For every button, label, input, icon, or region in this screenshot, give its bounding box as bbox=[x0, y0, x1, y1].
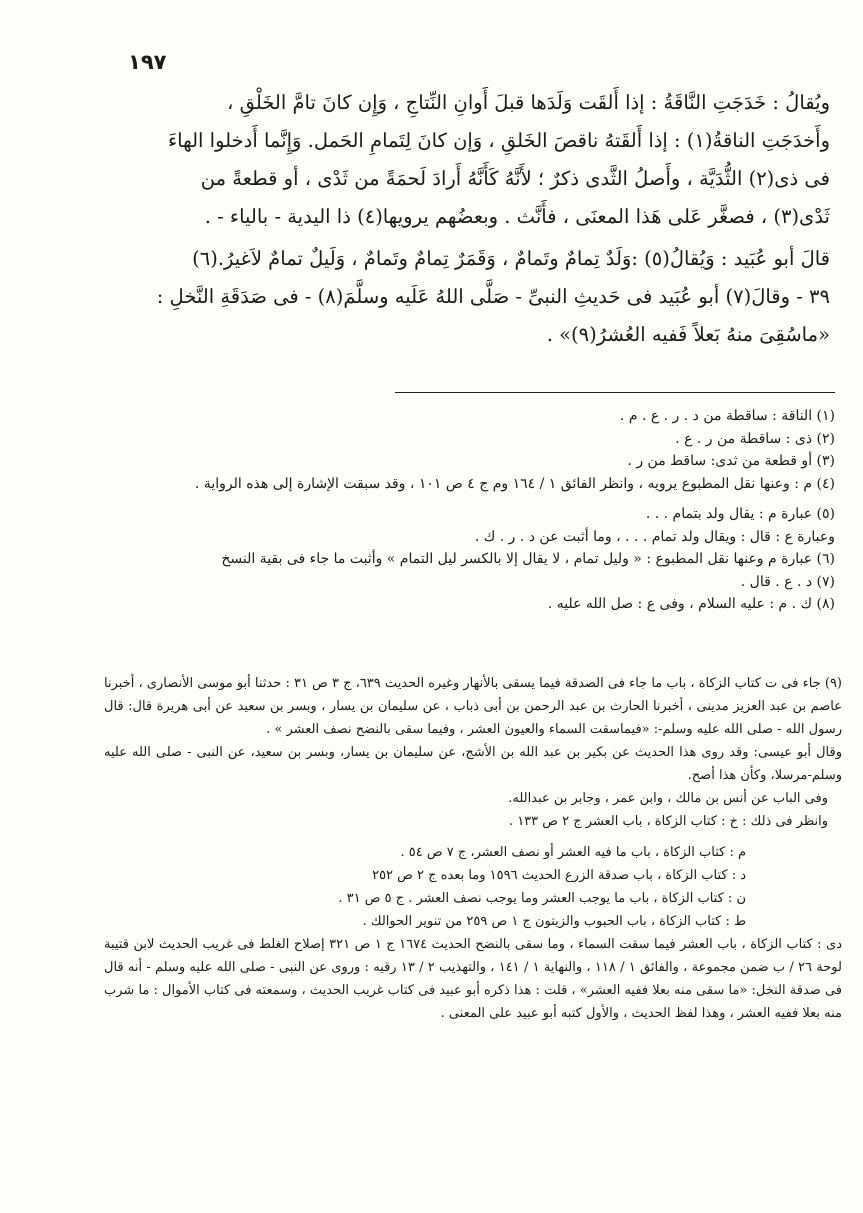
main-line-5: قالَ أبو عُبَيد : وَيُقالُ(٥) :وَلَدٌ تِمامٌ وتَمامٌ ، وَقَمَرٌ تِمامٌ وتَمامٌ ، وَلَيلٌ تمامٌ لاَغيرُ.(٦) bbox=[192, 247, 830, 270]
page-number: ١٩٧ bbox=[128, 50, 167, 74]
footnote-9-ref-nasai: ن : كتاب الزكاة ، باب ما يوجب العشر وما يوجب نصف العشر . ج ٥ ص ٣١ . bbox=[338, 891, 746, 906]
footnote-divider bbox=[395, 392, 835, 393]
footnote-9-final: دى : كتاب الزكاة ، باب العشر فيما سقت السماء ، وما سقى بالنضح الحديث ١٦٧٤ ج ١ ص ٣٢١ إصلاح الغلط فى غريب الحديث لابن قتيبة لوحة ٢٦ / ب ضمن مجموعة ، والفائق ١ / ١١٨ ، والنهاية ١ / ١٤١ ، والتهذيب ٢ / ١٣ رقيه : وروى عن النبى - صلى الله عليه وسلم - أنه قال فى صدقة النخل: «ما سقى منه بعلا ففيه العشر» ، قلت : هذا ذكره أبو عبيد فى كتاب غريب الحديث ، وسمعته فى كتاب الأموال : ما شرب منه بعلا ففيه العشر ، وهذا لفظ الحديث ، والأول كتبه أبو عبيد على المعنى . bbox=[104, 937, 843, 1021]
footnote-5: (٥) عبارة م : يقال ولد بتمام . . . bbox=[645, 506, 835, 522]
main-line-7: «ماسُقِىَ منهُ بَعلاً فَفيه العُشرُ(٩)» . bbox=[546, 323, 830, 346]
footnotes bbox=[110, 405, 835, 616]
footnote-9-block bbox=[104, 672, 842, 1025]
footnote-9-abu-isa: وقال أبو عيسى: وقد روى هذا الحديث عن بكير بن عبد الله بن الأشج، عن سليمان بن يسار، وبسر بن سعيد، عن النبى - صلى الله عليه وسلم-مرسلا، وكأن هذا أصح. bbox=[104, 745, 842, 783]
footnote-6: (٦) عبارة م وعنها نقل المطبوع : « وليل تمام ، لا يقال إلا بالكسر ليل التمام » وأثبت ما جاء فى بقية النسخ bbox=[221, 551, 835, 567]
footnote-8: (٨) ك . م : عليه السلام ، وفى ع : صل الله عليه . bbox=[547, 596, 835, 612]
footnote-3: (٣) أو قطعة من ثدى: ساقط من ر . bbox=[627, 453, 835, 469]
footnote-1: (١) الناقة : ساقطة من د . ر . ع . م . bbox=[619, 408, 835, 424]
main-line-2: وأَخدَجَتِ الناقةُ(١) : إذا أَلقَتهُ ناقصَ الخَلقِ ، وَإن كانَ لِتَمامِ الحَمل. وَإِنَّما أَدخلوا الهاءَ bbox=[168, 129, 830, 152]
main-text bbox=[108, 84, 830, 354]
footnote-7: (٧) د . ع . قال . bbox=[740, 573, 835, 590]
main-line-1: ويُقالُ : خَدَجَتِ النَّاقَةُ : إذا أَلقَت وَلَدَها قبلَ أَوانِ النِّتاجِ ، وَإِن كانَ تامَّ الخَلْقِ ، bbox=[227, 91, 830, 114]
footnote-9-ref-muslim: م : كتاب الزكاة ، باب ما فيه العشر أو نصف العشر، ج ٧ ص ٥٤ . bbox=[400, 845, 746, 860]
footnote-9-see-also: وانظر فى ذلك : خ : كتاب الزكاة ، باب العشر ج ٢ ص ١٣٣ . bbox=[508, 814, 828, 829]
footnote-5b: وعبارة ع : قال : ويقال ولد تمام . . . ، وما أثبت عن د . ر . ك . bbox=[474, 528, 835, 545]
footnote-9-body: (٩) جاء فى ت كتاب الزكاة ، باب ما جاء فى الصدقة فيما يسقى بالأنهار وغيره الحديث ٦٣٩، ج ٣ ص ٣١ : حدثنا أبو موسى الأنصارى ، أخبرنا عاصم بن عبد العزيز مدينى ، أخبرنا الحارث بن عبد الرحمن بن أبى ذباب ، عن سليمان بن يسار ، وبسر بن سعيد عن أبى هريرة قال: قال رسول الله - صلى الله عليه وسلم-: «فيماسقت السماء والعيون العشر ، وفيما سقى بالنضح نصف العشر » . bbox=[104, 676, 842, 737]
footnote-9-ref-dawud: د : كتاب الزكاة ، باب صدقة الزرع الحديث ١٥٩٦ وما بعده ج ٢ ص ٢٥٢ bbox=[372, 868, 746, 883]
footnote-2: (٢) ذى : ساقطة من ر . ع . bbox=[675, 430, 835, 447]
footnote-9-ref-muwatta: ط : كتاب الزكاة ، باب الحبوب والزيتون ج ١ ص ٢٥٩ من تنوير الحوالك . bbox=[362, 914, 746, 929]
main-line-4: ثَدْى(٣) ، فصغَّر عَلى هَذا المعنَى ، فأَنَّث . وبعضُهم يرويها(٤) ذا اليدية - بالياء - . bbox=[204, 205, 830, 228]
main-line-6: ٣٩ - وقالَ(٧) أبو عُبَيد فى حَديثِ النبىِّ - صَلَّى اللهُ عَلَيه وسلَّمَ(٨) - فى صَدَقَةِ النَّخلِ : bbox=[156, 285, 830, 308]
footnote-4: (٤) م : وعنها نقل المطبوع يرويه ، وانظر الفائق ١ / ١٦٤ وم ج ٤ ص ١٠١ ، وقد سبقت الإشارة إلى هذه الرواية . bbox=[194, 475, 835, 492]
footnote-9-bab: وفى الباب عن أنس بن مالك ، وابن عمر ، وجابر بن عبدالله. bbox=[508, 791, 828, 806]
main-line-3: فى ذى(٢) الثُّدَيَّة ، وأَصلُ الثَّدى ذكرٌ ؛ لأَنَّهُ كَأَنَّهُ أَرادَ لَحمَةً من ثَدْى ، أو قطعةً من bbox=[200, 167, 830, 190]
